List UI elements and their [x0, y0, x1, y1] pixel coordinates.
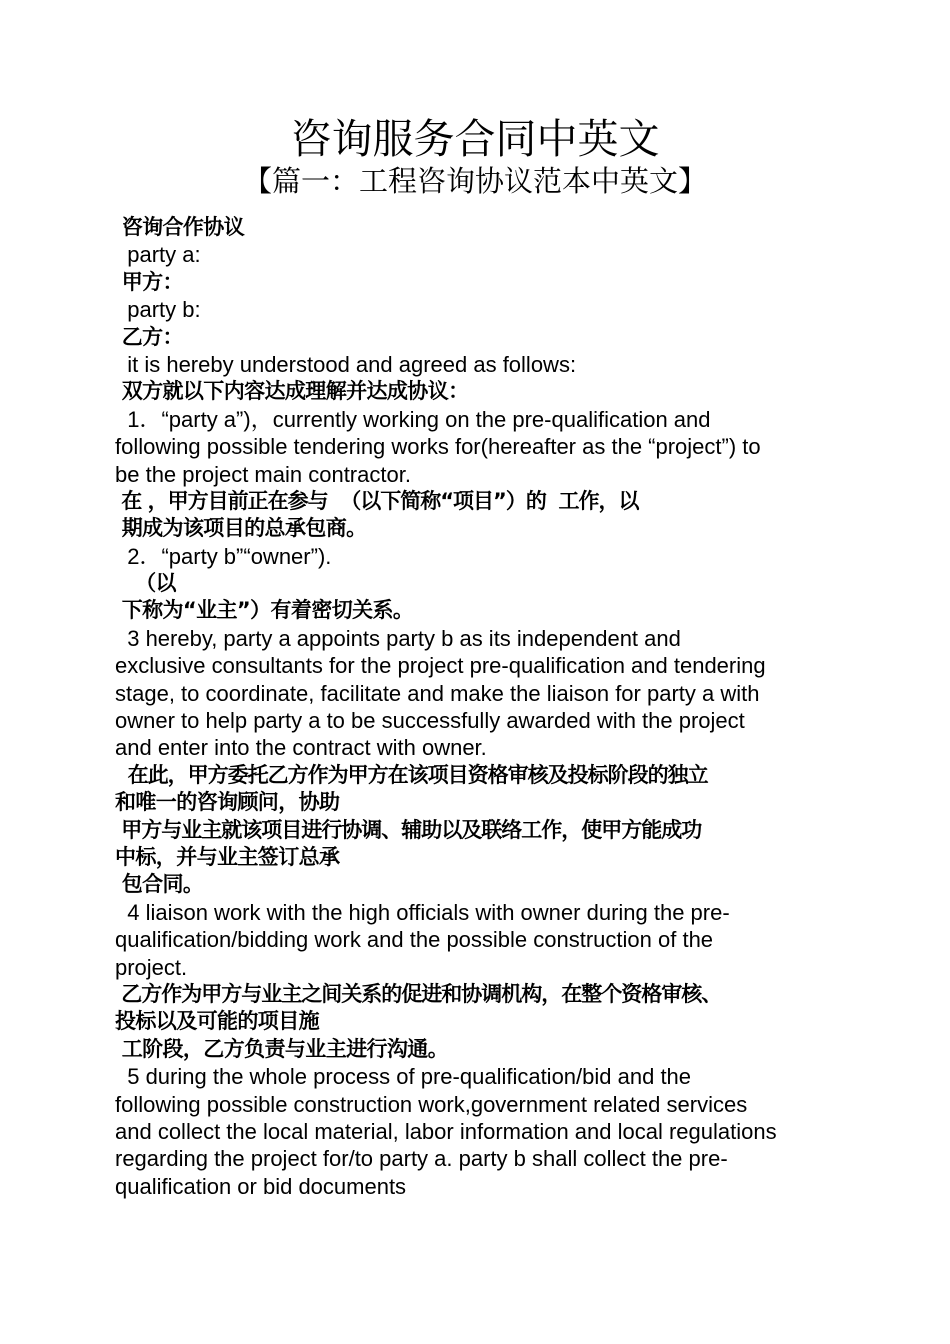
document-subtitle: 【篇一：工程咨询协议范本中英文】 [242, 164, 707, 198]
chinese-text-line: 在此，甲方委托乙方作为甲方在该项目资格审核及投标阶段的独立 [115, 762, 708, 787]
english-text-line: project. [115, 954, 188, 980]
english-text-line: exclusive consultants for the project pre-qualification and tendering [115, 653, 766, 679]
english-text-line: regarding the project for/to party a. party b shall collect the pre- [115, 1146, 728, 1172]
chinese-text-line: 包合同。 [115, 872, 204, 897]
english-text-line: 1．“party a”)，currently working on the pre-qualification and [115, 406, 711, 432]
english-text-line: it is hereby understood and agreed as follows: [115, 351, 577, 377]
document-title: 咨询服务合同中英文 [290, 115, 660, 163]
chinese-text-line: 双方就以下内容达成理解并达成协议： [115, 379, 469, 404]
english-text-line: qualification/bidding work and the possible construction of the [115, 927, 714, 953]
chinese-text-line: 下称为“业主”）有着密切关系。 [115, 598, 414, 623]
english-text-line: stage, to coordinate, facilitate and make the liaison for party a with [115, 680, 760, 706]
chinese-text-line: 咨询合作协议 [115, 215, 245, 239]
english-text-line: and enter into the contract with owner. [115, 735, 487, 761]
english-text-line: following possible tendering works for(hereafter as the “project”) to [115, 434, 761, 460]
english-text-line: owner to help party a to be successfully awarded with the project [115, 708, 745, 734]
chinese-text-line: 工阶段，乙方负责与业主进行沟通。 [115, 1036, 449, 1061]
english-text-line: qualification or bid documents [115, 1173, 407, 1199]
chinese-text-line: 和唯一的咨询顾问，协助 [115, 790, 340, 815]
english-text-line: and collect the local material, labor information and local regulations [115, 1118, 777, 1144]
english-text-line: be the project main contractor. [115, 461, 411, 487]
chinese-text-line: 期成为该项目的总承包商。 [115, 516, 367, 541]
chinese-text-line: 投标以及可能的项目施 [115, 1009, 319, 1034]
chinese-text-line: （以 [115, 571, 176, 596]
chinese-text-line: 乙方： [115, 324, 183, 349]
english-text-line: 4 liaison work with the high officials with owner during the pre- [115, 899, 730, 925]
english-text-line: party a: [115, 242, 201, 268]
chinese-text-line: 甲方： [115, 269, 183, 294]
chinese-text-line: 中标，并与业主签订总承 [115, 844, 340, 869]
document-body [115, 214, 840, 1200]
chinese-text-line: 甲方与业主就该项目进行协调、辅助以及联络工作，使甲方能成功 [115, 817, 702, 842]
english-text-line: party b: [115, 297, 201, 323]
chinese-text-line: 乙方作为甲方与业主之间关系的促进和协调机构，在整个资格审核、 [115, 981, 722, 1006]
chinese-text-line: 在 ，甲方目前正在参与 （以下简称“项目”）的 工作，以 [115, 488, 639, 513]
english-text-line: 5 during the whole process of pre-qualification/bid and the [115, 1064, 692, 1090]
english-text-line: 3 hereby, party a appoints party b as its independent and [115, 625, 681, 651]
english-text-line: following possible construction work,government related services [115, 1091, 748, 1117]
english-text-line: 2．“party b”“owner”). [115, 543, 332, 569]
